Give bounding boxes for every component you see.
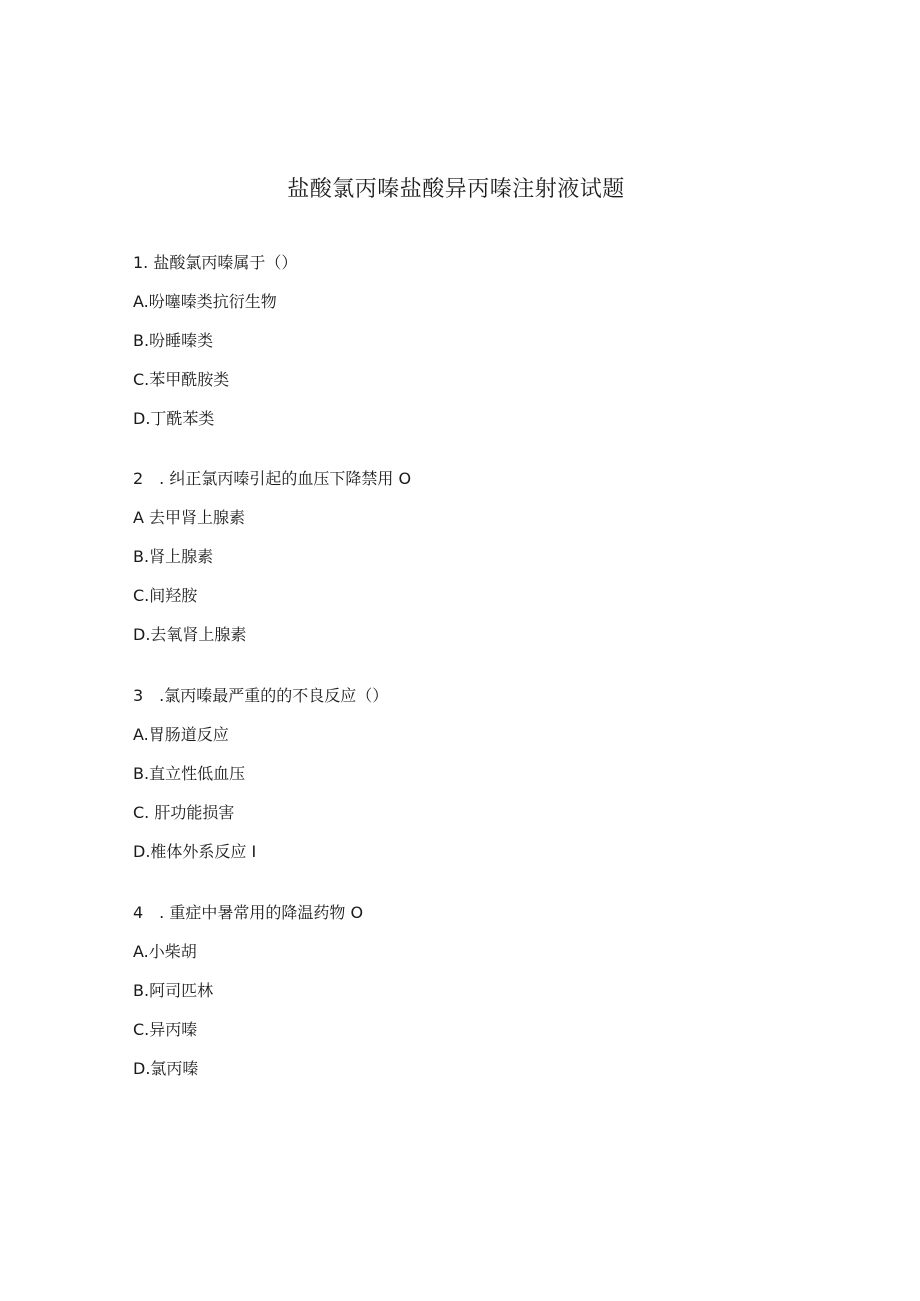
question-4-option-a: A.小柴胡 <box>133 942 197 961</box>
question-4-option-c: C.异丙嗪 <box>133 1020 198 1039</box>
question-1-stem: 1. 盐酸氯丙嗪属于（） <box>133 253 298 272</box>
question-4-stem: 4 . 重症中暑常用的降温药物 O <box>133 903 364 922</box>
question-2-option-b: B.肾上腺素 <box>133 547 214 566</box>
question-2-option-c: C.间羟胺 <box>133 586 198 605</box>
question-3-option-b: B.直立性低血压 <box>133 764 246 783</box>
question-4-option-b: B.阿司匹林 <box>133 981 214 1000</box>
question-3-stem: 3 .氯丙嗪最严重的的不良反应（） <box>133 686 389 705</box>
question-2-option-a: A 去甲肾上腺素 <box>133 508 246 527</box>
question-3-option-d: D.椎体外系反应 I <box>133 842 257 861</box>
question-3-option-a: A.胃肠道反应 <box>133 725 229 744</box>
question-2-option-d: D.去氧肾上腺素 <box>133 625 247 644</box>
question-3-option-c: C. 肝功能损害 <box>133 803 235 822</box>
document-title: 盐酸氯丙嗪盐酸异丙嗪注射液试题 <box>287 177 625 202</box>
question-1-option-c: C.苯甲酰胺类 <box>133 370 230 389</box>
question-1-option-a: A.吩噻嗪类抗衍生物 <box>133 292 277 311</box>
question-2-stem: 2 . 纠正氯丙嗪引起的血压下降禁用 O <box>133 469 412 488</box>
question-1-option-d: D.丁酰苯类 <box>133 409 215 428</box>
question-4-option-d: D.氯丙嗪 <box>133 1059 199 1078</box>
question-1-option-b: B.吩睡嗪类 <box>133 331 214 350</box>
